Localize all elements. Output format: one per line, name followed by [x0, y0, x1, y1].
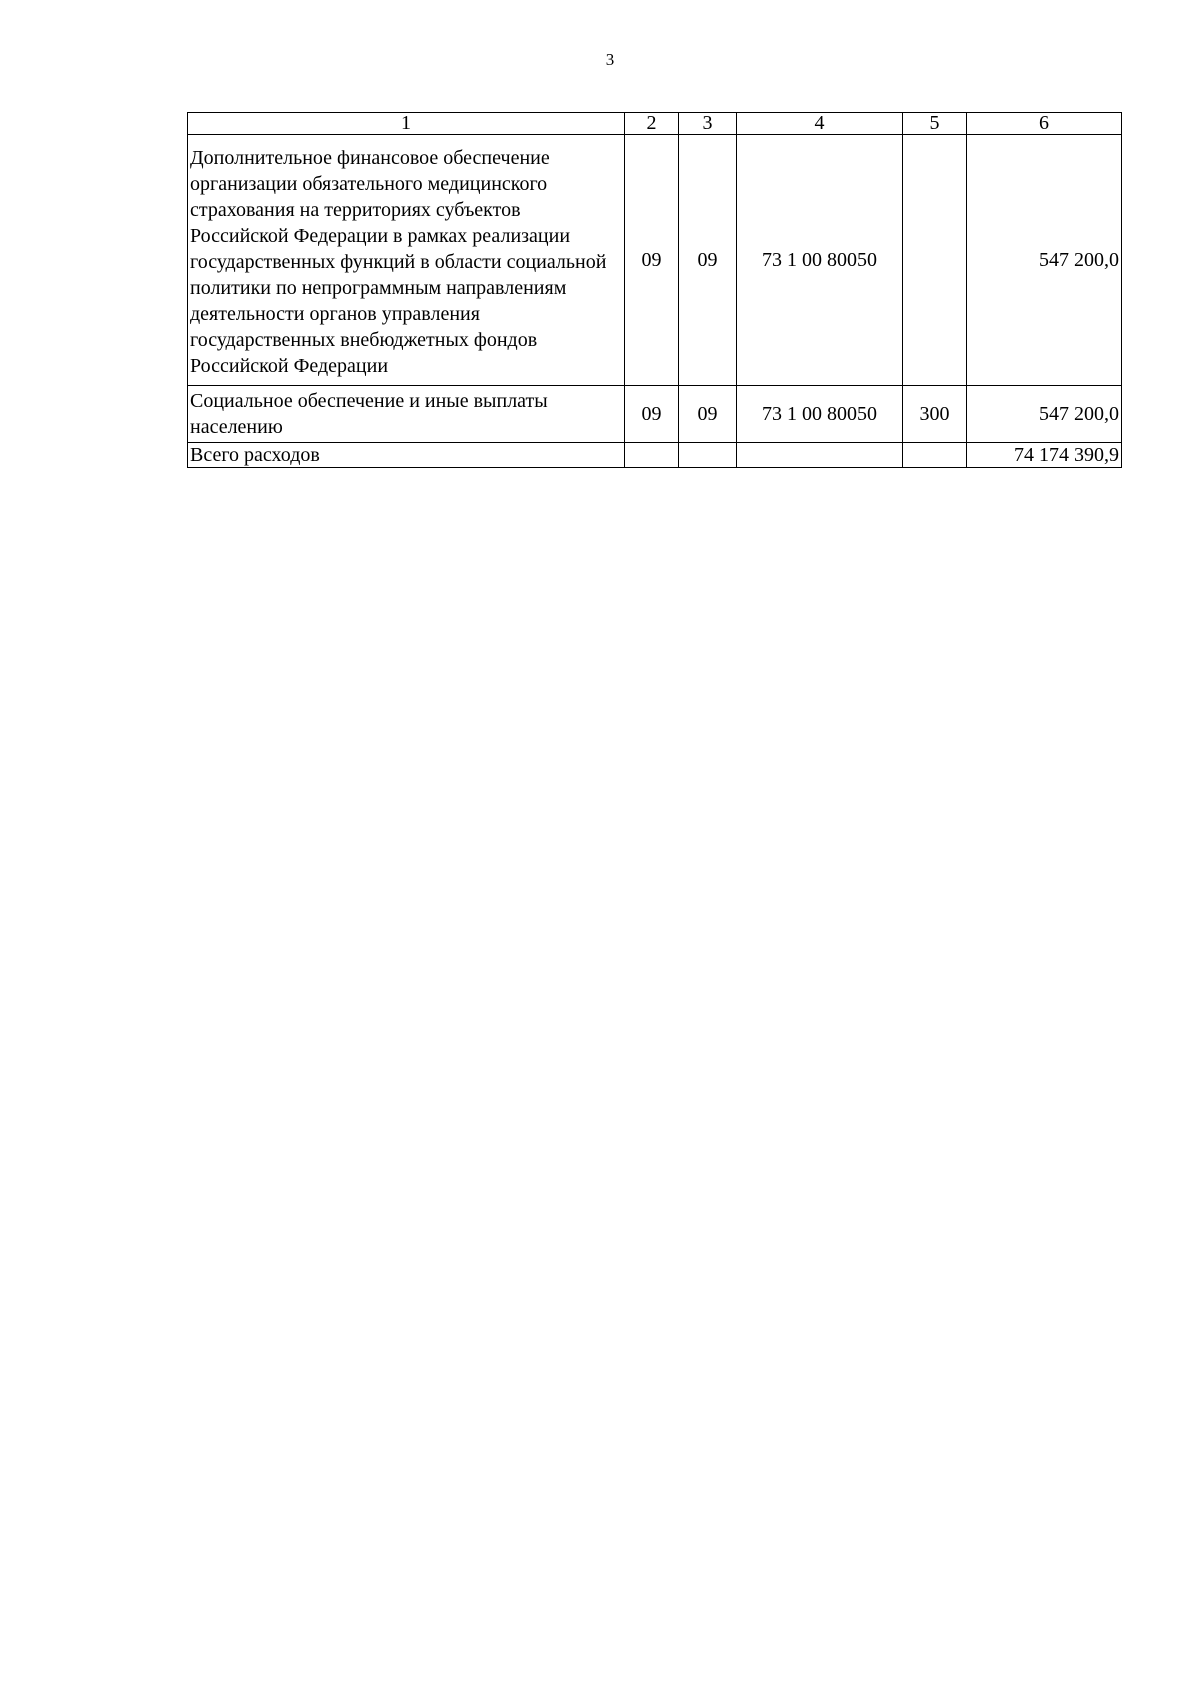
column-header: 4 [737, 113, 903, 135]
column-header: 3 [679, 113, 737, 135]
total-label: Всего расходов [188, 443, 625, 468]
row-amount: 547 200,0 [967, 135, 1122, 386]
total-row [188, 443, 1122, 468]
row-target-article: 73 1 00 80050 [737, 135, 903, 386]
row-expense-type [903, 135, 967, 386]
row-subsection: 09 [679, 135, 737, 386]
column-header: 2 [625, 113, 679, 135]
empty-cell [903, 443, 967, 468]
row-name: Социальное обеспечение и иные выплаты населению [188, 386, 625, 443]
row-expense-type: 300 [903, 386, 967, 443]
row-section: 09 [625, 386, 679, 443]
empty-cell [625, 443, 679, 468]
empty-cell [737, 443, 903, 468]
column-header: 1 [188, 113, 625, 135]
column-header: 6 [967, 113, 1122, 135]
row-target-article: 73 1 00 80050 [737, 386, 903, 443]
table-row [188, 135, 1122, 386]
empty-cell [679, 443, 737, 468]
row-subsection: 09 [679, 386, 737, 443]
table-row [188, 386, 1122, 443]
table-header-row [188, 113, 1122, 135]
row-amount: 547 200,0 [967, 386, 1122, 443]
page-number: 3 [605, 50, 615, 69]
budget-table [187, 112, 1122, 468]
total-amount: 74 174 390,9 [967, 443, 1122, 468]
row-section: 09 [625, 135, 679, 386]
column-header: 5 [903, 113, 967, 135]
row-name: Дополнительное финансовое обеспечение организации обязательного медицинского страхования на территориях субъектов Российской Федерации в рамках реализации государственных функций в области социальной политики по непрограммным направлениям деятельности органов управления государственных внебюджетных фондов Российской Федерации [188, 135, 625, 386]
